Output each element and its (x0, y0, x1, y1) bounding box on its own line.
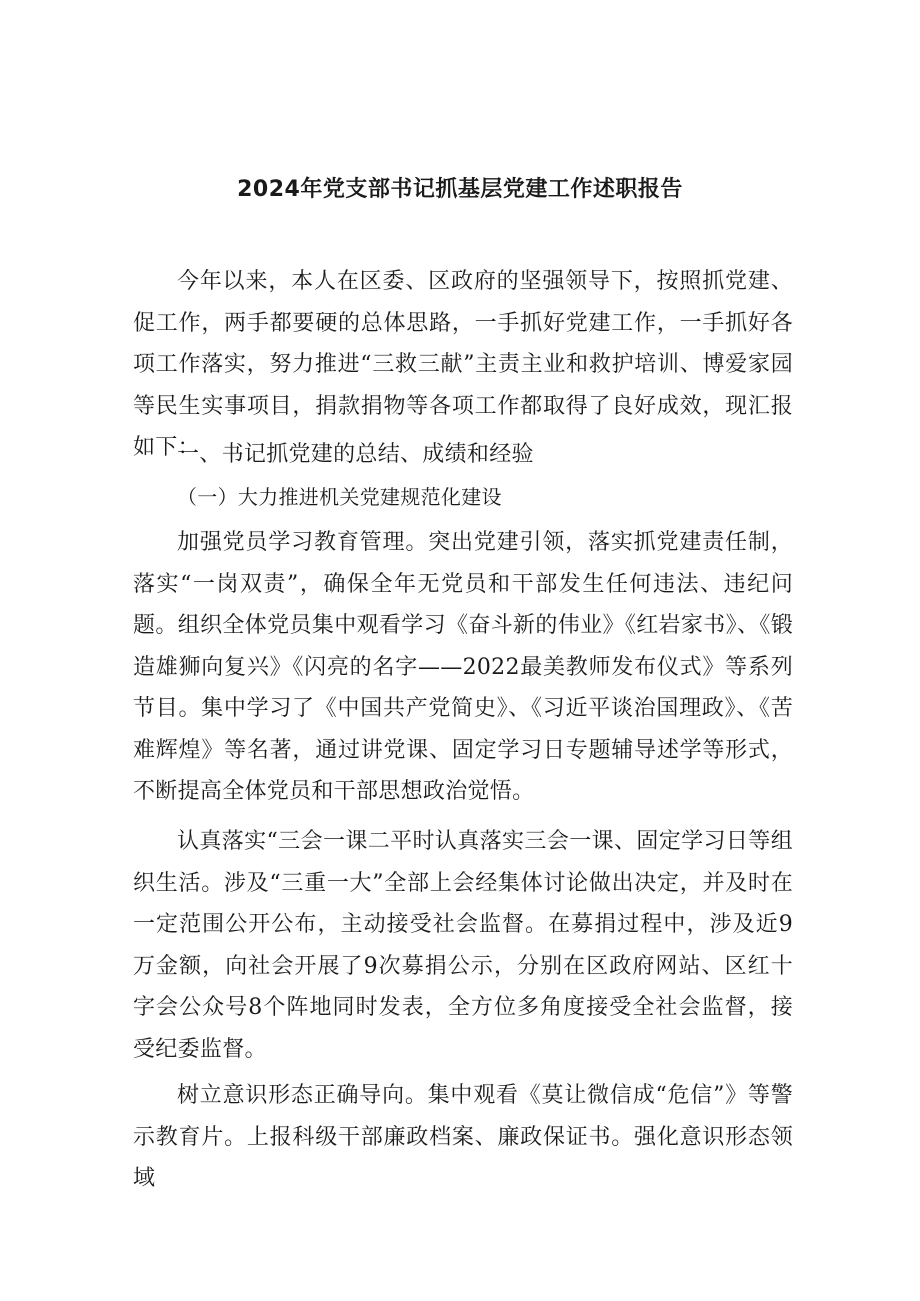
subsection-heading: （一）大力推进机关党建规范化建设 (177, 485, 502, 509)
body-paragraph-1: 加强党员学习教育管理。突出党建引领，落实抓党建责任制，落实“一岗双责”，确保全年无党员和干部发生任何违法、违纪问题。组织全体党员集中观看学习《奋斗新的伟业》《红岩家书》、《锻造雄狮向复兴》《闪亮的名字——2022最美教师发布仪式》等系列节目。集中学习了《中国共产党简史》、《习近平谈治国理政》、《苦难辉煌》等名著，通过讲党课、固定学习日专题辅导述学等形式，不断提高全体党员和干部思想政治觉悟。 (133, 530, 793, 804)
intro-paragraph: 今年以来，本人在区委、区政府的坚强领导下，按照抓党建、促工作，两手都要硬的总体思路，一手抓好党建工作，一手抓好各项工作落实，努力推进“三救三献”主责主业和救护培训、博爱家园等民生实事项目，捐款捐物等各项工作都取得了良好成效，现汇报如下： (133, 269, 793, 460)
body-paragraph-2: 认真落实“三会一课二平时认真落实三会一课、固定学习日等组织生活。涉及“三重一大”全部上会经集体讨论做出决定，并及时在一定范围公开公布，主动接受社会监督。在募捐过程中，涉及近9万金额，向社会开展了9次募捐公示，分别在区政府网站、区红十字会公众号8个阵地同时发表，全方位多角度接受全社会监督，接受纪委监督。 (133, 829, 793, 1062)
section-heading: 一、书记抓党建的总结、成绩和经验 (177, 442, 534, 467)
body-paragraph-3: 树立意识形态正确导向。集中观看《莫让微信成“危信”》等警示教育片。上报科级干部廉政档案、廉政保证书。强化意识形态领域 (133, 1083, 793, 1191)
document-title: 2024年党支部书记抓基层党建工作述职报告 (237, 177, 683, 202)
